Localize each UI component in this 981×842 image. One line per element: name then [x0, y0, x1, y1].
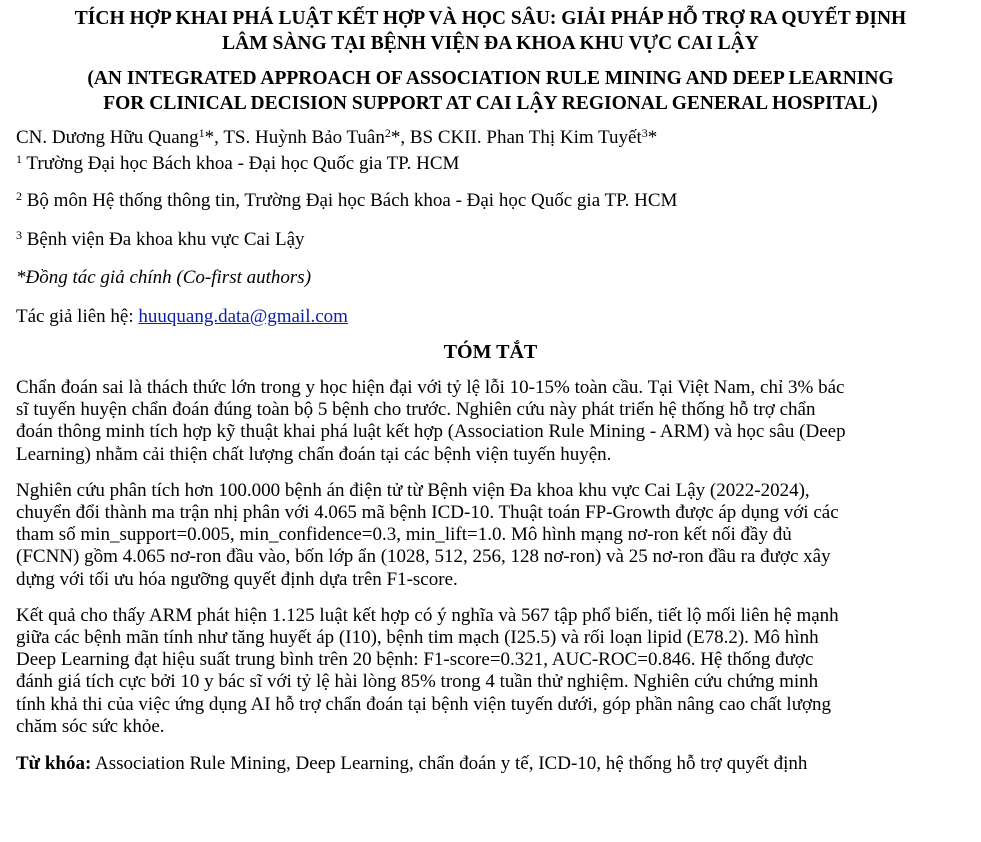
corresponding-author: [16, 304, 981, 330]
affiliation-2-text: Bộ môn Hệ thống thông tin, Trường Đại học Bách khoa - Đại học Quốc gia TP. HCM: [22, 190, 678, 211]
affiliation-1-sup: 1: [16, 152, 22, 166]
author-1-name: CN. Dương Hữu Quang: [16, 127, 199, 148]
author-3-name: BS CKII. Phan Thị Kim Tuyết: [409, 127, 642, 148]
affiliation-3-sup: 3: [16, 228, 22, 242]
p2-line-2: chuyển đổi thành ma trận nhị phân với 4.065 mã bệnh ICD-10. Thuật toán FP-Growth được áp dụng với các: [16, 502, 839, 524]
author-2-sup: 2: [384, 126, 391, 140]
author-1-tail: *,: [204, 127, 224, 148]
co-first-authors-note: *Đồng tác giả chính (Co-first authors): [16, 267, 312, 288]
affiliation-3-text: Bệnh viện Đa khoa khu vực Cai Lậy: [22, 229, 305, 250]
author-2-tail: *,: [390, 127, 410, 148]
affiliation-2-sup: 2: [16, 189, 22, 203]
p2-line-5: dựng với tối ưu hóa ngưỡng quyết định dựa trên F1-score.: [16, 568, 458, 590]
p3-line-1: Kết quả cho thấy ARM phát hiện 1.125 luật kết hợp có ý nghĩa và 567 tập phổ biến, tiết lộ mối liên hệ mạnh: [16, 604, 839, 626]
p2-line-1: Nghiên cứu phân tích hơn 100.000 bệnh án điện tử từ Bệnh viện Đa khoa khu vực Cai Lậy (2022-2024),: [16, 479, 810, 501]
affiliation-2: [16, 188, 981, 214]
p1-line-2: sĩ tuyến huyện chẩn đoán đúng toàn bộ 5 bệnh cho trước. Nghiên cứu này phát triển hệ thống hỗ trợ chẩn: [16, 399, 816, 421]
author-3-sup: 3: [641, 126, 648, 140]
title-en-line-1: (AN INTEGRATED APPROACH OF ASSOCIATION RULE MINING AND DEEP LEARNING: [87, 68, 894, 89]
contact-label: Tác giả liên hệ:: [16, 306, 139, 327]
keywords: [16, 752, 981, 776]
title-vn-line-1: TÍCH HỢP KHAI PHÁ LUẬT KẾT HỢP VÀ HỌC SÂU: GIẢI PHÁP HỖ TRỢ RA QUYẾT ĐỊNH: [74, 8, 907, 29]
p1-line-4: Learning) nhằm cải thiện chất lượng chẩn đoán tại các bệnh viện tuyến huyện.: [16, 443, 612, 465]
p1-line-3: đoán thông minh tích hợp kỹ thuật khai phá luật kết hợp (Association Rule Mining - ARM) và học sâu (Deep: [16, 421, 846, 443]
title-vn-line-2: LÂM SÀNG TẠI BỆNH VIỆN ĐA KHOA KHU VỰC CAI LẬY: [222, 33, 759, 54]
keywords-text: Association Rule Mining, Deep Learning, chẩn đoán y tế, ICD-10, hệ thống hỗ trợ quyết định: [91, 753, 808, 775]
keywords-label: Từ khóa:: [16, 753, 92, 775]
p3-line-2: giữa các bệnh mãn tính như tăng huyết áp (I10), bệnh tim mạch (I25.5) và rối loạn lipid (E78.2). Mô hình: [16, 627, 819, 649]
p3-line-5: tính khả thi của việc ứng dụng AI hỗ trợ chẩn đoán tại bệnh viện tuyến dưới, góp phần nâng cao chất lượng: [16, 693, 832, 715]
abstract-paragraph-2: [16, 480, 965, 591]
affiliation-1-text: Trường Đại học Bách khoa - Đại học Quốc gia TP. HCM: [22, 153, 460, 174]
p3-line-4: đánh giá tích cực bởi 10 y bác sĩ với tỷ lệ hài lòng 85% trong 4 tuần thử nghiệm. Nghiên cứu chứng minh: [16, 671, 819, 693]
p2-line-3: tham số min_support=0.005, min_confidence=0.3, min_lift=1.0. Mô hình mạng nơ-ron kết nối đầy đủ: [16, 524, 792, 546]
affiliation-1: [16, 151, 981, 177]
title-vietnamese: [0, 0, 981, 56]
author-1-sup: 1: [198, 126, 205, 140]
abstract-paragraph-3: [16, 605, 965, 738]
contact-email-link[interactable]: huuquang.data@gmail.com: [138, 306, 348, 327]
title-en-line-2: FOR CLINICAL DECISION SUPPORT AT CAI LẬY REGIONAL GENERAL HOSPITAL): [103, 93, 878, 114]
author-3-tail: *: [647, 127, 658, 148]
author-list: [16, 125, 981, 151]
p2-line-4: (FCNN) gồm 4.065 nơ-ron đầu vào, bốn lớp ẩn (1028, 512, 256, 128 nơ-ron) và 25 nơ-ron đầu ra được xây: [16, 546, 831, 568]
abstract-heading: TÓM TẮT: [443, 341, 538, 363]
title-english: [0, 66, 981, 116]
affiliation-3: [16, 227, 981, 253]
author-2-name: TS. Huỳnh Bảo Tuân: [223, 127, 385, 148]
abstract-paragraph-1: [16, 377, 965, 466]
p1-line-1: Chẩn đoán sai là thách thức lớn trong y học hiện đại với tỷ lệ lỗi 10-15% toàn cầu. Tại Việt Nam, chỉ 3% bác: [16, 377, 845, 398]
p3-line-3: Deep Learning đạt hiệu suất trung bình trên 20 bệnh: F1-score=0.321, AUC-ROC=0.846. Hệ thống được: [16, 649, 814, 671]
p3-line-6: chăm sóc sức khỏe.: [16, 715, 165, 737]
